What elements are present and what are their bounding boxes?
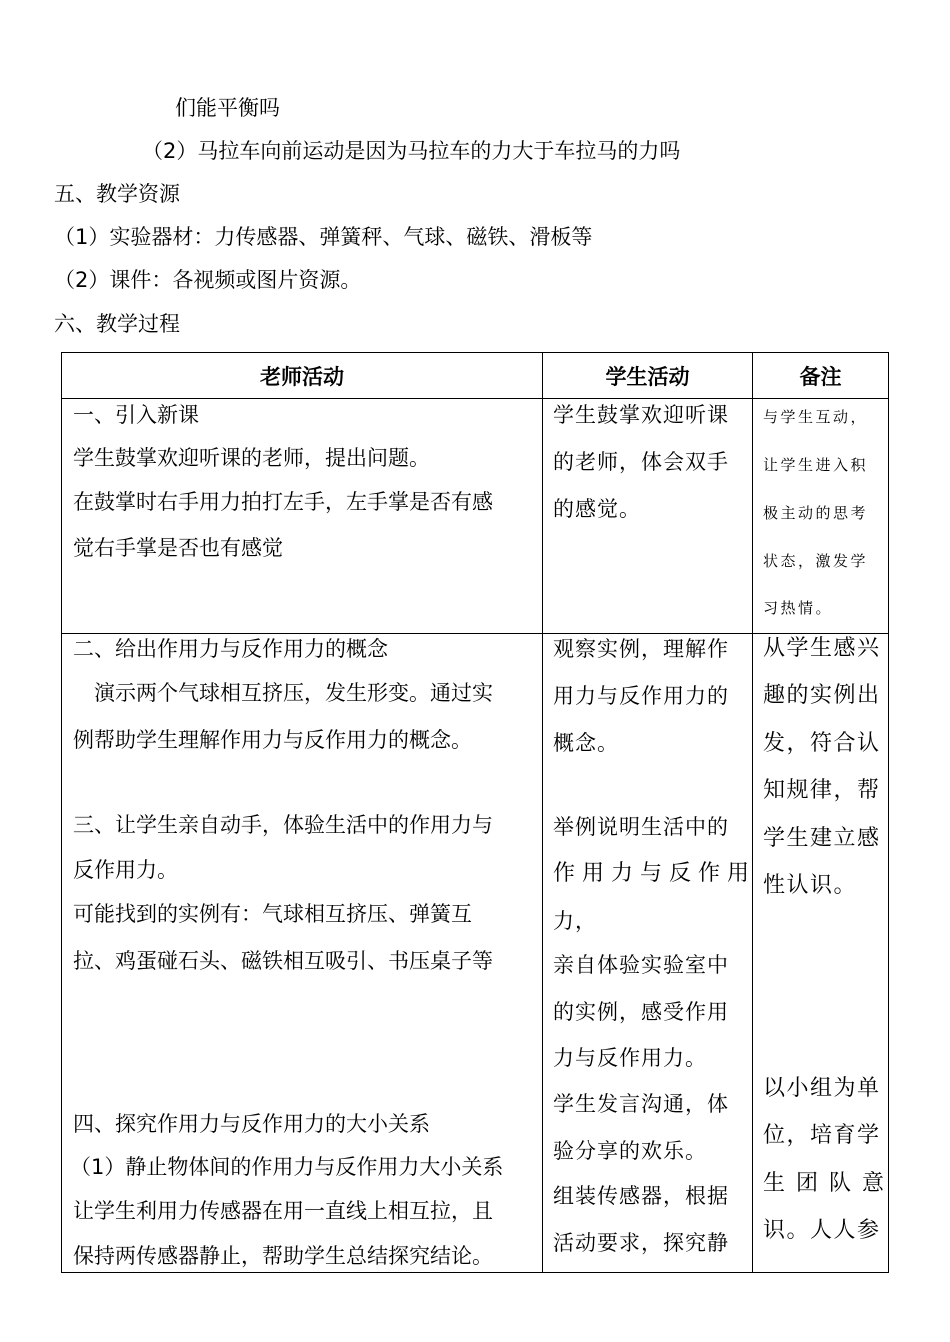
table-row <box>62 399 889 634</box>
student-cell-row2 <box>543 634 757 1273</box>
teacher-text-line: 反作用力。 <box>73 858 178 882</box>
teacher-text-line: 例帮助学生理解作用力与反作用力的概念。 <box>73 728 472 752</box>
teacher-text-line: （1）静止物体间的作用力与反作用力大小关系 <box>70 1155 504 1179</box>
text-line-question-2: （2）马拉车向前运动是因为马拉车的力大于车拉马的力吗 <box>142 139 681 163</box>
note-cell-row2 <box>753 634 896 1273</box>
note-text-line: 位，培育学 <box>763 1123 881 1148</box>
teaching-process-table <box>61 352 896 1273</box>
text-line-equipment: （1）实验器材：力传感器、弹簧秤、气球、磁铁、滑板等 <box>54 225 593 249</box>
note-text-line: 与学生互动， <box>763 408 869 426</box>
note-text-line: 知规律，帮 <box>763 778 881 803</box>
note-text-line: 习热情。 <box>763 599 834 617</box>
student-text-line: 力， <box>553 909 597 933</box>
student-text-line: 学生发言沟通，体 <box>553 1092 729 1116</box>
student-text-line: 亲自体验实验室中 <box>553 953 729 977</box>
student-text-line: 组装传感器，根据 <box>553 1184 729 1208</box>
student-text-line: 作用力与反作用 <box>553 861 757 886</box>
teacher-cell-row1 <box>62 399 543 634</box>
teacher-text-line: 觉右手掌是否也有感觉 <box>73 536 283 560</box>
student-text-line: 概念。 <box>553 731 619 755</box>
student-text-line: 观察实例，理解作 <box>553 637 729 661</box>
note-text-line: 趣的实例出 <box>763 683 881 708</box>
student-text-line: 的实例，感受作用 <box>553 1000 729 1024</box>
note-text-line: 生团队意 <box>763 1171 896 1196</box>
header-notes: 备注 <box>753 353 889 399</box>
teacher-text-line: 三、让学生亲自动手，体验生活中的作用力与 <box>73 813 493 837</box>
student-text-line: 用力与反作用力的 <box>553 684 729 708</box>
note-cell-row1 <box>753 399 889 634</box>
teacher-text-line: 学生鼓掌欢迎听课的老师，提出问题。 <box>73 446 430 470</box>
header-student-activity: 学生活动 <box>543 353 753 399</box>
table-header-row <box>62 353 889 399</box>
note-text-line: 发，符合认 <box>763 731 881 756</box>
note-text-line: 学生建立感 <box>763 826 881 851</box>
student-text-line: 力与反作用力。 <box>553 1046 707 1070</box>
note-text-line: 性认识。 <box>763 873 858 898</box>
teacher-text-line: 演示两个气球相互挤压，发生形变。通过实 <box>73 681 493 705</box>
student-text-line: 验分享的欢乐。 <box>553 1139 707 1163</box>
header-teacher-activity: 老师活动 <box>62 353 543 399</box>
student-text-line: 的老师，体会双手 <box>553 450 729 474</box>
student-text-line: 学生鼓掌欢迎听课 <box>553 403 729 427</box>
note-text-line: 让学生进入积 <box>763 456 869 474</box>
teacher-text-line: 二、给出作用力与反作用力的概念 <box>73 637 388 661</box>
student-cell-row1 <box>543 399 753 634</box>
teacher-cell-row2 <box>62 634 543 1273</box>
teacher-text-line: 在鼓掌时右手用力拍打左手，左手掌是否有感 <box>73 490 493 514</box>
text-line-continuation: 们能平衡吗 <box>175 96 280 120</box>
note-text-line: 极主动的思考 <box>763 504 869 522</box>
table-row <box>62 634 889 1273</box>
note-text-line: 从学生感兴 <box>763 636 881 661</box>
teacher-text-line: 四、探究作用力与反作用力的大小关系 <box>73 1112 430 1136</box>
section-heading-resources: 五、教学资源 <box>54 182 180 206</box>
student-text-line: 活动要求，探究静 <box>553 1231 729 1255</box>
note-text-line: 识。人人参 <box>763 1218 881 1243</box>
note-text-line: 状态，激发学 <box>763 552 869 570</box>
text-line-courseware: （2）课件：各视频或图片资源。 <box>54 268 362 292</box>
section-heading-process: 六、教学过程 <box>54 312 180 336</box>
teacher-text-line: 一、引入新课 <box>73 403 199 427</box>
teacher-text-line: 保持两传感器静止，帮助学生总结探究结论。 <box>73 1244 493 1268</box>
teacher-text-line: 拉、鸡蛋碰石头、磁铁相互吸引、书压桌子等 <box>73 949 493 973</box>
student-text-line: 举例说明生活中的 <box>553 815 729 839</box>
teacher-text-line: 让学生利用力传感器在用一直线上相互拉，且 <box>73 1199 493 1223</box>
note-text-line: 以小组为单 <box>763 1076 881 1101</box>
teacher-text-line: 可能找到的实例有：气球相互挤压、弹簧互 <box>73 902 472 926</box>
student-text-line: 的感觉。 <box>553 497 641 521</box>
